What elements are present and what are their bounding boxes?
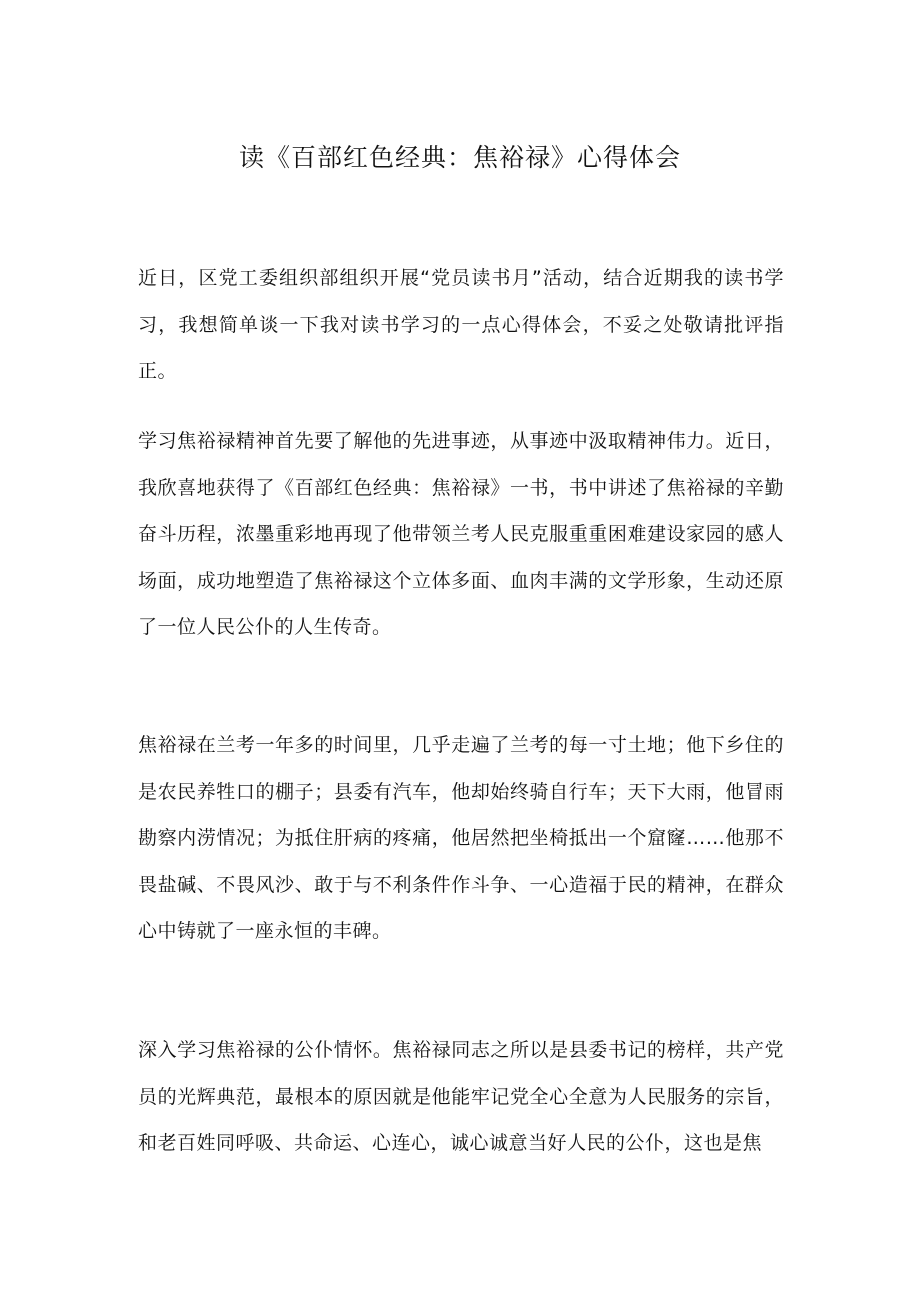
- paragraph-3: 焦裕禄在兰考一年多的时间里，几乎走遍了兰考的每一寸土地；他下乡住的是农民养牲口的棚子；县委有汽车，他却始终骑自行车；天下大雨，他冒雨勘察内涝情况；为抵住肝病的疼痛，他居然把坐椅抵出一个窟窿……他那不畏盐碱、不畏风沙、敢于与不利条件作斗争、一心造福于民的精神，在群众心中铸就了一座永恒的丰碑。: [138, 734, 784, 942]
- paragraph-4: 深入学习焦裕禄的公仆情怀。焦裕禄同志之所以是县委书记的榜样，共产党员的光辉典范，最根本的原因就是他能牢记党全心全意为人民服务的宗旨，和老百姓同呼吸、共命运、心连心，诚心诚意当好人民的公仆，这也是焦: [138, 1039, 784, 1154]
- paragraph-2: 学习焦裕禄精神首先要了解他的先进事迹，从事迹中汲取精神伟力。近日，我欣喜地获得了《百部红色经典：焦裕禄》一书，书中讲述了焦裕禄的辛勤奋斗历程，浓墨重彩地再现了他带领兰考人民克服重重困难建设家园的感人场面，成功地塑造了焦裕禄这个立体多面、血肉丰满的文学形象，生动还原了一位人民公仆的人生传奇。: [138, 430, 784, 638]
- paragraph-1: 近日，区党工委组织部组织开展“党员读书月”活动，结合近期我的读书学习，我想简单谈一下我对读书学习的一点心得体会，不妥之处敬请批评指正。: [138, 267, 784, 382]
- document-title: 读《百部红色经典：焦裕禄》心得体会: [238, 143, 681, 172]
